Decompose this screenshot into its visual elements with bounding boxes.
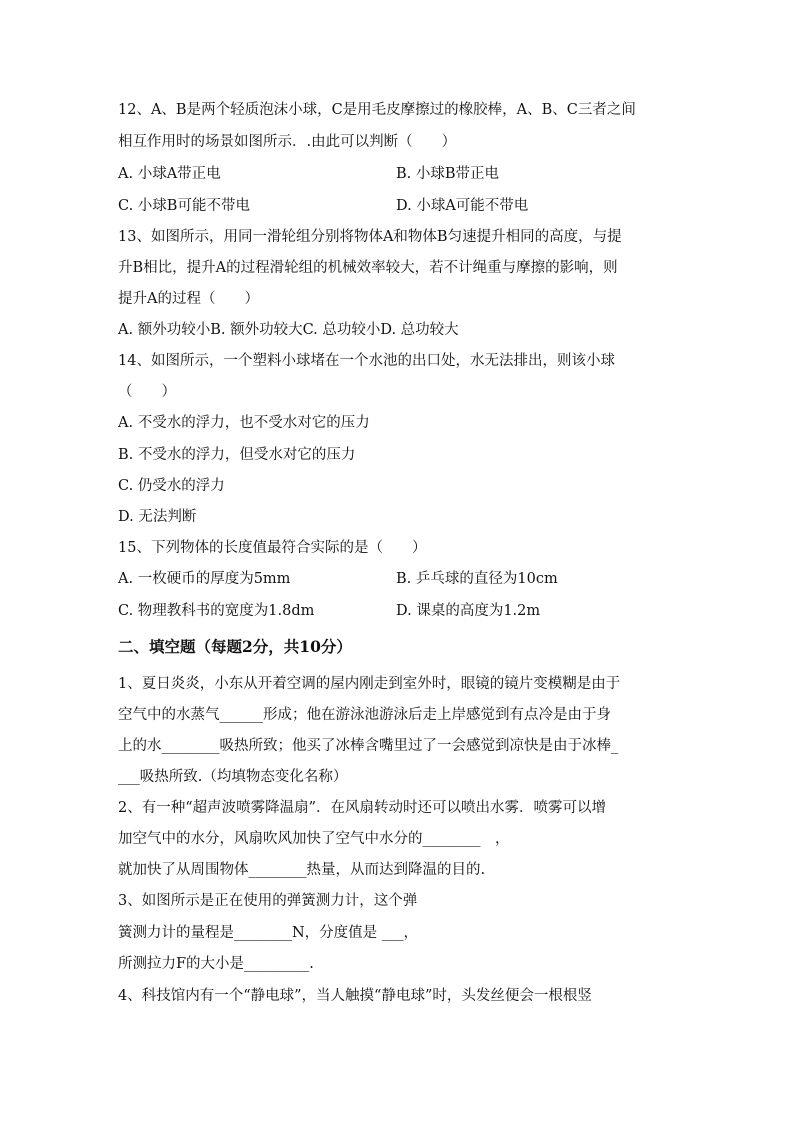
q14-option-a: A. 不受水的浮力，也不受水对它的压力 xyxy=(118,415,370,431)
f1-line1: 1、夏日炎炎，小东从开着空调的屋内刚走到室外时，眼镜的镜片变模糊是由于 xyxy=(118,676,621,692)
q15-option-a: A. 一枚硬币的厚度为5mm xyxy=(118,571,291,587)
f2-line2: 加空气中的水分，风扇吹风加快了空气中水分的________ ， xyxy=(118,831,510,847)
q12-stem-line1: 12、A、B是两个轻质泡沫小球，C是用毛皮摩擦过的橡胶棒，A、B、C三者之间 xyxy=(118,102,636,118)
q15-option-d: D. 课桌的高度为1.2m xyxy=(396,603,541,619)
q14-option-d: D. 无法判断 xyxy=(118,509,197,525)
q15-option-c: C. 物理教科书的宽度为1.8dm xyxy=(118,603,315,619)
q13-stem-line2: 升B相比，提升A的过程滑轮组的机械效率较大，若不计绳重与摩擦的影响，则 xyxy=(118,260,618,276)
q14-option-b: B. 不受水的浮力，但受水对它的压力 xyxy=(118,447,356,463)
q14-stem-line1: 14、如图所示，一个塑料小球堵在一个水池的出口处，水无法排出，则该小球 xyxy=(118,353,615,369)
f1-line3: 上的水________吸热所致；他买了冰棒含嘴里过了一会感觉到凉快是由于冰棒_ xyxy=(118,738,619,754)
f4-line1: 4、科技馆内有一个“静电球”，当人触摸“静电球”时，头发丝便会一根根竖 xyxy=(118,988,592,1004)
q12-option-a: A. 小球A带正电 xyxy=(118,166,221,182)
f1-line4: ___吸热所致.（均填物态变化名称） xyxy=(118,769,348,785)
q14-option-c: C. 仍受水的浮力 xyxy=(118,478,225,494)
f3-line2: 簧测力计的量程是________N，分度值是 ___， xyxy=(118,925,419,941)
q14-stem-line2: （ ） xyxy=(118,384,176,400)
f3-line1: 3、如图所示是正在使用的弹簧测力计，这个弹 xyxy=(118,893,418,909)
q15-option-b: B. 乒乓球的直径为10cm xyxy=(396,571,558,587)
q13-stem-line3: 提升A的过程（ ） xyxy=(118,291,259,307)
section-heading-fill-in: 二、填空题（每题2分，共10分） xyxy=(118,637,352,656)
q12-stem-line2: 相互作用时的场景如图所示．.由此可以判断（ ） xyxy=(118,134,457,150)
q13-stem-line1: 13、如图所示，用同一滑轮组分别将物体A和物体B匀速提升相同的高度，与提 xyxy=(118,229,622,245)
q13-options: A. 额外功较小B. 额外功较大C. 总功较小D. 总功较大 xyxy=(118,322,459,338)
f2-line1: 2、有一种“超声波喷雾降温扇”．在风扇转动时还可以喷出水雾．喷雾可以增 xyxy=(118,800,607,816)
q12-option-d: D. 小球A可能不带电 xyxy=(396,198,529,214)
q12-option-b: B. 小球B带正电 xyxy=(396,166,500,182)
f2-line3: 就加快了从周围物体________热量，从而达到降温的目的. xyxy=(118,862,486,878)
q12-option-c: C. 小球B可能不带电 xyxy=(118,198,250,214)
q15-stem: 15、下列物体的长度值最符合实际的是（ ） xyxy=(118,540,427,556)
f1-line2: 空气中的水蒸气______形成；他在游泳池游泳后走上岸感觉到有点冷是由于身 xyxy=(118,707,611,723)
f3-line3: 所测拉力F的大小是_________. xyxy=(118,956,314,972)
